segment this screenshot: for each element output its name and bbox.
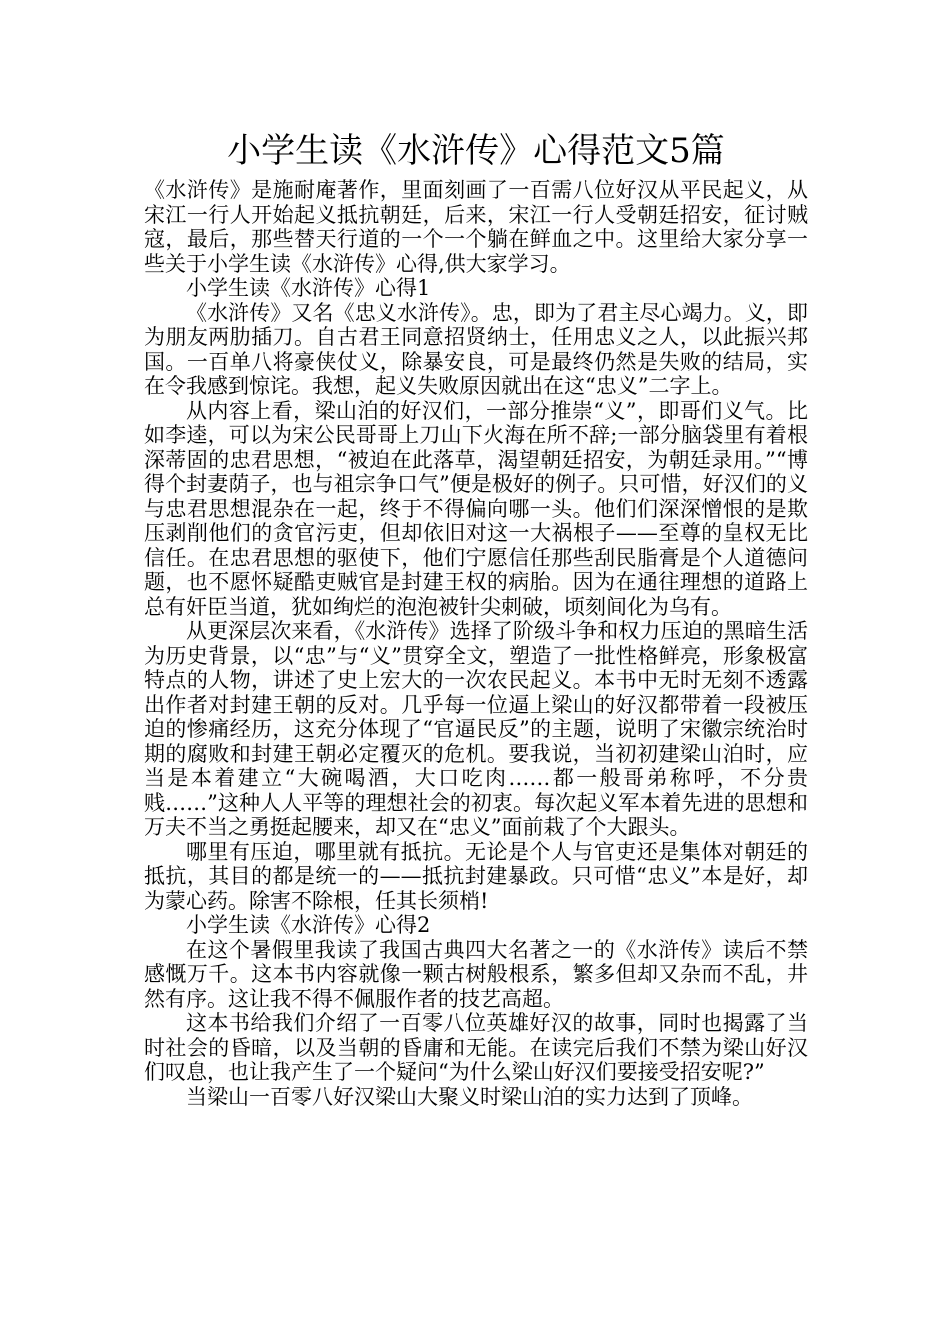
paragraph: 从更深层次来看，《水浒传》选择了阶级斗争和权力压迫的黑暗生活为历史背景，以“忠”与“义”贯穿全文，塑造了一批性格鲜亮，形象极富特点的人物，讲述了史上宏大的一次农民起义。本书中无时无刻不透露出作者对封建王朝的反对。几乎每一位逼上梁山的好汉都带着一段被压迫的惨痛经历，这充分体现了“官逼民反”的主题，说明了宋徽宗统治时期的腐败和封建王朝必定覆灭的危机。要我说，当初初建梁山泊时，应当是本着建立“大碗喝酒，大口吃肉……都一般哥弟称呼，不分贵贱……”这种人人平等的理想社会的初衷。每次起义军本着先进的思想和万夫不当之勇挺起腰来，却又在“忠义”面前栽了个大跟头。 xyxy=(144,619,808,839)
paragraph: 这本书给我们介绍了一百零八位英雄好汉的故事，同时也揭露了当时社会的昏暗，以及当朝的昏庸和无能。在读完后我们不禁为梁山好汉们叹息，也让我产生了一个疑问“为什么梁山好汉们要接受招安呢?” xyxy=(144,1011,808,1084)
paragraph: 《水浒传》又名《忠义水浒传》。忠，即为了君主尽心竭力。义，即为朋友两肋插刀。自古君王同意招贤纳士，任用忠义之人，以此振兴邦国。一百单八将豪侠仗义，除暴安良，可是最终仍然是失败的结局，实在令我感到惊诧。我想，起义失败原因就出在这“忠义”二字上。 xyxy=(144,300,808,398)
paragraph: 在这个暑假里我读了我国古典四大名著之一的《水浒传》读后不禁感慨万千。这本书内容就像一颗古树般根系，繁多但却又杂而不乱，井然有序。这让我不得不佩服作者的技艺高超。 xyxy=(144,937,808,1011)
section-heading-1: 小学生读《水浒传》心得1 xyxy=(186,276,431,300)
paragraph: 从内容上看，梁山泊的好汉们，一部分推崇“义”，即哥们义气。比如李逵，可以为宋公民哥哥上刀山下火海在所不辞;一部分脑袋里有着根深蒂固的忠君思想，“被迫在此落草，渴望朝廷招安，为朝廷录用。”“博得个封妻荫子，也与祖宗争口气”便是极好的例子。只可惜，好汉们的义与忠君思想混杂在一起，终于不得偏向哪一头。他们们深深憎恨的是欺压剥削他们的贪官污吏，但却依旧对这一大祸根子——至尊的皇权无比信任。在忠君思想的驱使下，他们宁愿信任那些刮民脂膏是个人道德问题，也不愿怀疑酷吏贼官是封建王权的病胎。因为在通往理想的道路上总有奸臣当道，犹如绚烂的泡泡被针尖刺破，顷刻间化为乌有。 xyxy=(144,398,808,619)
document-page xyxy=(144,128,808,1109)
document-title: 小学生读《水浒传》心得范文5篇 xyxy=(227,131,725,171)
document-body xyxy=(144,178,808,1109)
section-heading-2: 小学生读《水浒传》心得2 xyxy=(186,913,431,937)
paragraph: 当梁山一百零八好汉梁山大聚义时梁山泊的实力达到了顶峰。 xyxy=(186,1084,753,1109)
paragraph-intro: 《水浒传》是施耐庵著作，里面刻画了一百需八位好汉从平民起义，从宋江一行人开始起义抵抗朝廷，后来，宋江一行人受朝廷招安，征讨贼寇，最后，那些替天行道的一个一个躺在鲜血之中。这里给大家分享一些关于小学生读《水浒传》心得,供大家学习。 xyxy=(144,178,808,276)
paragraph: 哪里有压迫，哪里就有抵抗。无论是个人与官吏还是集体对朝廷的抵抗，其目的都是统一的——抵抗封建暴政。只可惜“忠义”本是好，却为蒙心药。除害不除根，任其长须梢! xyxy=(144,839,808,913)
